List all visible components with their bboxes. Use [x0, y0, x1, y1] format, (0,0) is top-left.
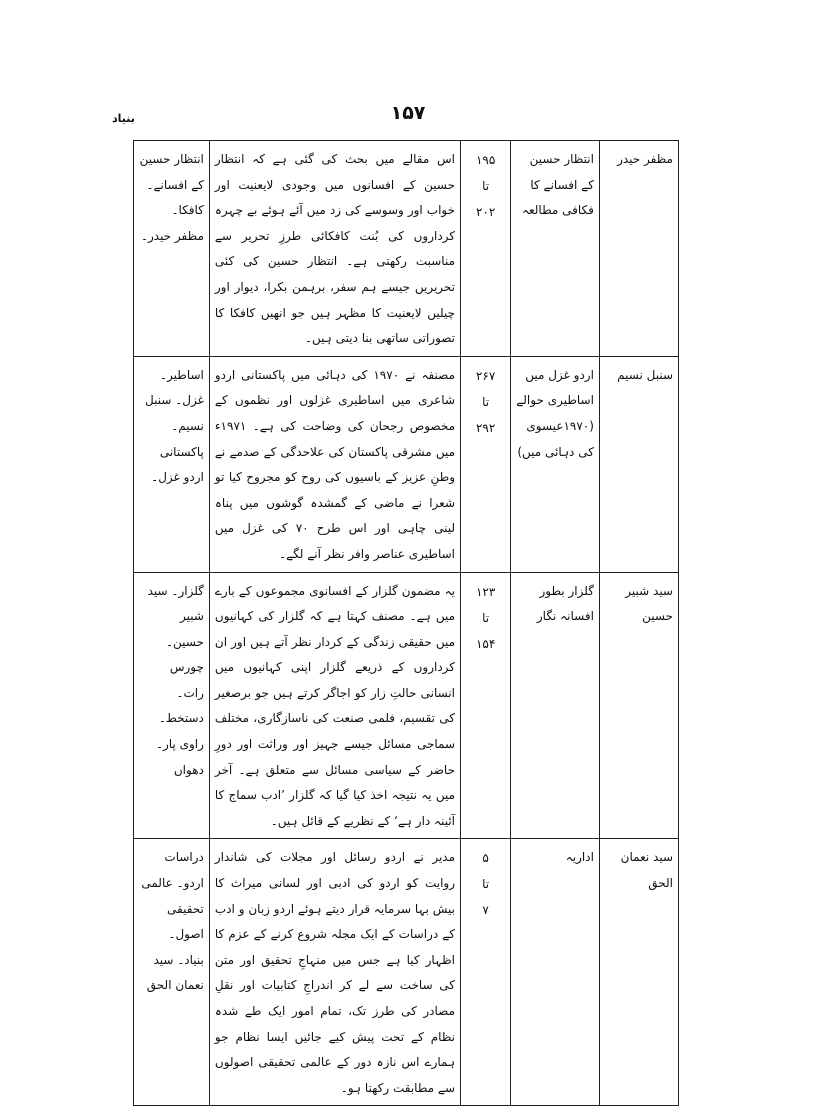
table-row: [134, 141, 679, 357]
page-end: ۲۰۲: [475, 205, 496, 219]
author-cell: سید شبیر حسین: [599, 572, 678, 839]
author-cell: سنبل نسیم: [599, 356, 678, 572]
page-range-word: تا: [482, 179, 490, 193]
author-cell: سید نعمان الحق: [599, 839, 678, 1106]
title-cell: گلزار بطور افسانہ نگار: [511, 572, 600, 839]
title-cell: اردو غزل میں اساطیری حوالے (۱۹۷۰عیسوی کی دہائی میں): [511, 356, 600, 572]
table-row: [134, 839, 679, 1106]
keywords-cell: گلزار۔ سید شبیر حسین۔ چورس رات۔ دستخط۔ راوی پار۔ دھواں: [134, 572, 210, 839]
page-start: ۱۲۳: [475, 584, 496, 599]
page-start: ۲۶۷: [475, 368, 496, 383]
page-range-word: تا: [482, 877, 490, 892]
page-end: ۷: [482, 903, 489, 918]
pages-cell: [461, 141, 511, 357]
keywords-cell: انتظار حسین کے افسانے۔ کافکا۔ مظفر حیدر۔: [134, 141, 210, 357]
summary-cell: مصنفہ نے ۱۹۷۰ کی دہائی میں پاکستانی اردو شاعری میں اساطیری غزلوں اور نظموں کے مخصوص رجحان کی وضاحت کی ہے۔ ۱۹۷۱ء میں مشرقی پاکستان کی علاحدگی کے صدمے نے وطنِ عزیز کے باسیوں کی روح کو مجروح کیا تو شعرا نے ماضی کے گمشدہ گوشوں میں پناہ لینی چاہی اور اس طرح ۷۰ کی غزل میں اساطیری عناصر وافر نظر آنے لگے۔: [209, 356, 460, 572]
running-title: بنیاد: [112, 112, 135, 125]
author-cell: مظفر حیدر: [599, 141, 678, 357]
page-range-word: تا: [482, 610, 490, 625]
summary-cell: اس مقالے میں بحث کی گئی ہے کہ انتظار حسین کے افسانوں میں وجودی لایعنیت اور خواب اور وسوسے کی زد میں آئے ہوئے بے چہرہ کرداروں کی بُنت کافکائی طرزِ تحریر سے مناسبت رکھتی ہے۔ انتظار حسین کی کئی تحریریں جیسے ہم سفر، برہمن بکرا، دیوار اور چیلیں لایعنیت کا مظہر ہیں جو انھیں کافکا کا تصوراتی ساتھی بنا دیتی ہیں۔: [209, 141, 460, 357]
summary-cell: مدیر نے اردو رسائل اور مجلات کی شاندار روایت کو اردو کی ادبی اور لسانی میراث کا بیش بہا سرمایہ قرار دیتے ہوئے اردو زبان و ادب کے دراسات کے ایک مجلہ شروع کرنے کے عزم کا اظہار کیا ہے جس میں منہاجِ تحقیق اور متن کی ساخت سے لے کر اندراجِ کتابیات اور نقلِ مصادر کی طرز تک، تمام امور ایک طے شدہ نظام کے تحت پیش کیے جائیں ایسا نظام جو ہمارے اس نازہ دور کے عالمی تحقیقی اصولوں سے مطابقت رکھتا ہو۔: [209, 839, 460, 1106]
pages-cell: [461, 572, 511, 839]
summary-cell: یہ مضمون گلزار کے افسانوی مجموعوں کے بارے میں ہے۔ مصنف کہتا ہے کہ گلزار کی کہانیوں میں حقیقی زندگی کے کردار نظر آتے ہیں اور ان کرداروں کے ذریعے گلزار اپنی کہانیوں میں انسانی حالتِ زار کو اجاگر کرتے ہیں جو برصغیر کی تقسیم، فلمی صنعت کی ناسازگاری، مختلف سماجی مسائل جیسے جہیز اور وراثت اور دورِ حاضر کے سیاسی مسائل سے متعلق ہے۔ آخر میں یہ نتیجہ اخذ کیا گیا کہ گلزار ’ادب سماج کا آئینہ دار ہے‘ کے نظریے کے قائل ہیں۔: [209, 572, 460, 839]
keywords-cell: اساطیر۔ غزل۔ سنبل نسیم۔ پاکستانی اردو غزل۔: [134, 356, 210, 572]
table-row: [134, 572, 679, 839]
page-start: ۵: [482, 851, 489, 866]
page-range-word: تا: [482, 394, 490, 409]
title-cell: اداریہ: [511, 839, 600, 1106]
page-end: ۲۹۲: [475, 420, 496, 435]
page-end: ۱۵۴: [475, 636, 496, 651]
table-row: [134, 356, 679, 572]
pages-cell: [461, 356, 511, 572]
page-start: ۱۹۵: [475, 153, 496, 167]
bibliography-table: [133, 140, 679, 1106]
title-cell: انتظار حسین کے افسانے کا فکافی مطالعہ: [511, 141, 600, 357]
keywords-cell: دراسات اردو۔ عالمی تحقیقی اصول۔ بنیاد۔ سید نعمان الحق: [134, 839, 210, 1106]
page-number: ۱۵۷: [390, 102, 426, 124]
pages-cell: [461, 839, 511, 1106]
